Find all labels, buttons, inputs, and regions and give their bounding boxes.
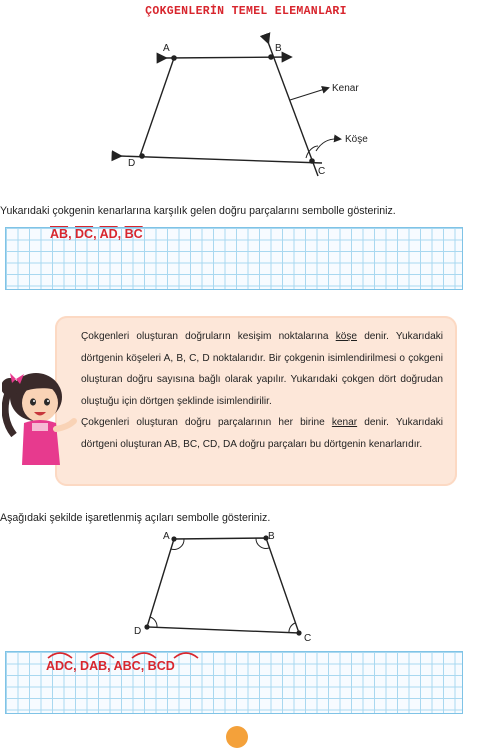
fig2-label-a: A <box>163 531 170 542</box>
quadrilateral-abcd <box>147 538 299 633</box>
quadrilateral-figure-angles <box>0 525 492 650</box>
line-ad <box>140 58 174 156</box>
answer-ab: $\overline{AB}$ <box>50 227 69 241</box>
exercise2-answers: ADC, DAB, ABC, BCD <box>46 659 175 673</box>
line-bc <box>268 42 318 176</box>
label-d: D <box>128 158 136 169</box>
girl-character-illustration <box>2 365 82 475</box>
kose-pointer <box>316 139 340 151</box>
fig2-label-c: C <box>304 633 312 644</box>
point-d <box>139 153 145 159</box>
point-b <box>268 54 274 60</box>
label-a: A <box>163 43 170 54</box>
line-dc <box>120 156 322 163</box>
angle-mark-c <box>289 623 295 633</box>
term-kose: köşe <box>335 331 358 342</box>
fig2-label-b: B <box>268 531 275 542</box>
answer-ad: $\overline{AD}$ <box>99 227 118 241</box>
fig2-label-d: D <box>134 626 142 637</box>
point-c <box>309 158 315 164</box>
exercise2-instruction: Aşağıdaki şekilde işaretlenmiş açıları sembolle gösteriniz. <box>0 512 271 524</box>
page-title: ÇOKGENLERİN TEMEL ELEMANLARI <box>145 5 347 18</box>
answer-bc: $\overline{BC}$ <box>124 227 143 241</box>
label-b: B <box>275 43 282 54</box>
label-kenar: Kenar <box>332 83 359 94</box>
kenar-pointer <box>290 88 328 100</box>
answer-adc: ADC <box>46 659 74 673</box>
info-paragraph-1: Çokgenleri oluşturan doğruların kesişim noktalarına köşe denir. Yukarıdaki dörtgenin köşeleri A, B, C, D noktalarıdır. Bir çokgenin isimlendirilmesi o çokgeni oluşturan doğru sayısına bağlı olarak yapılır. Yukarıdaki çokgen dört doğrudan oluştuğu için dörtgen şeklinde isimlendirilir. <box>81 331 444 407</box>
exercise1-instruction: Yukarıdaki çokgenin kenarlarına karşılık gelen doğru parçalarını sembolle gösteriniz. <box>0 205 396 217</box>
info-paragraph-2: Çokgenleri oluşturan doğru parçalarının her birine kenar denir. Yukarıdaki dörtgeni oluşturan AB, BC, CD, DA doğru parçaları bu dörtgenin kenarlarıdır. <box>81 417 443 450</box>
term-kenar: kenar <box>331 417 358 429</box>
label-c: C <box>318 166 326 177</box>
label-kose: Köşe <box>345 134 368 145</box>
answer-abc: ABC <box>113 659 141 673</box>
angle-mark-d <box>150 617 157 627</box>
page-number-badge <box>226 726 248 748</box>
answer-dc: $\overline{DC}$ <box>75 227 94 241</box>
point-a <box>171 55 177 61</box>
quadrilateral-figure-lines <box>0 28 492 188</box>
info-box <box>55 316 457 486</box>
answer-dab: DAB <box>80 659 108 673</box>
answer-bcd: BCD <box>147 659 175 673</box>
exercise1-answers: $\overline{AB}$, $\overline{DC}$, $\overline{AD}$, $\overline{BC}$ <box>50 227 143 241</box>
